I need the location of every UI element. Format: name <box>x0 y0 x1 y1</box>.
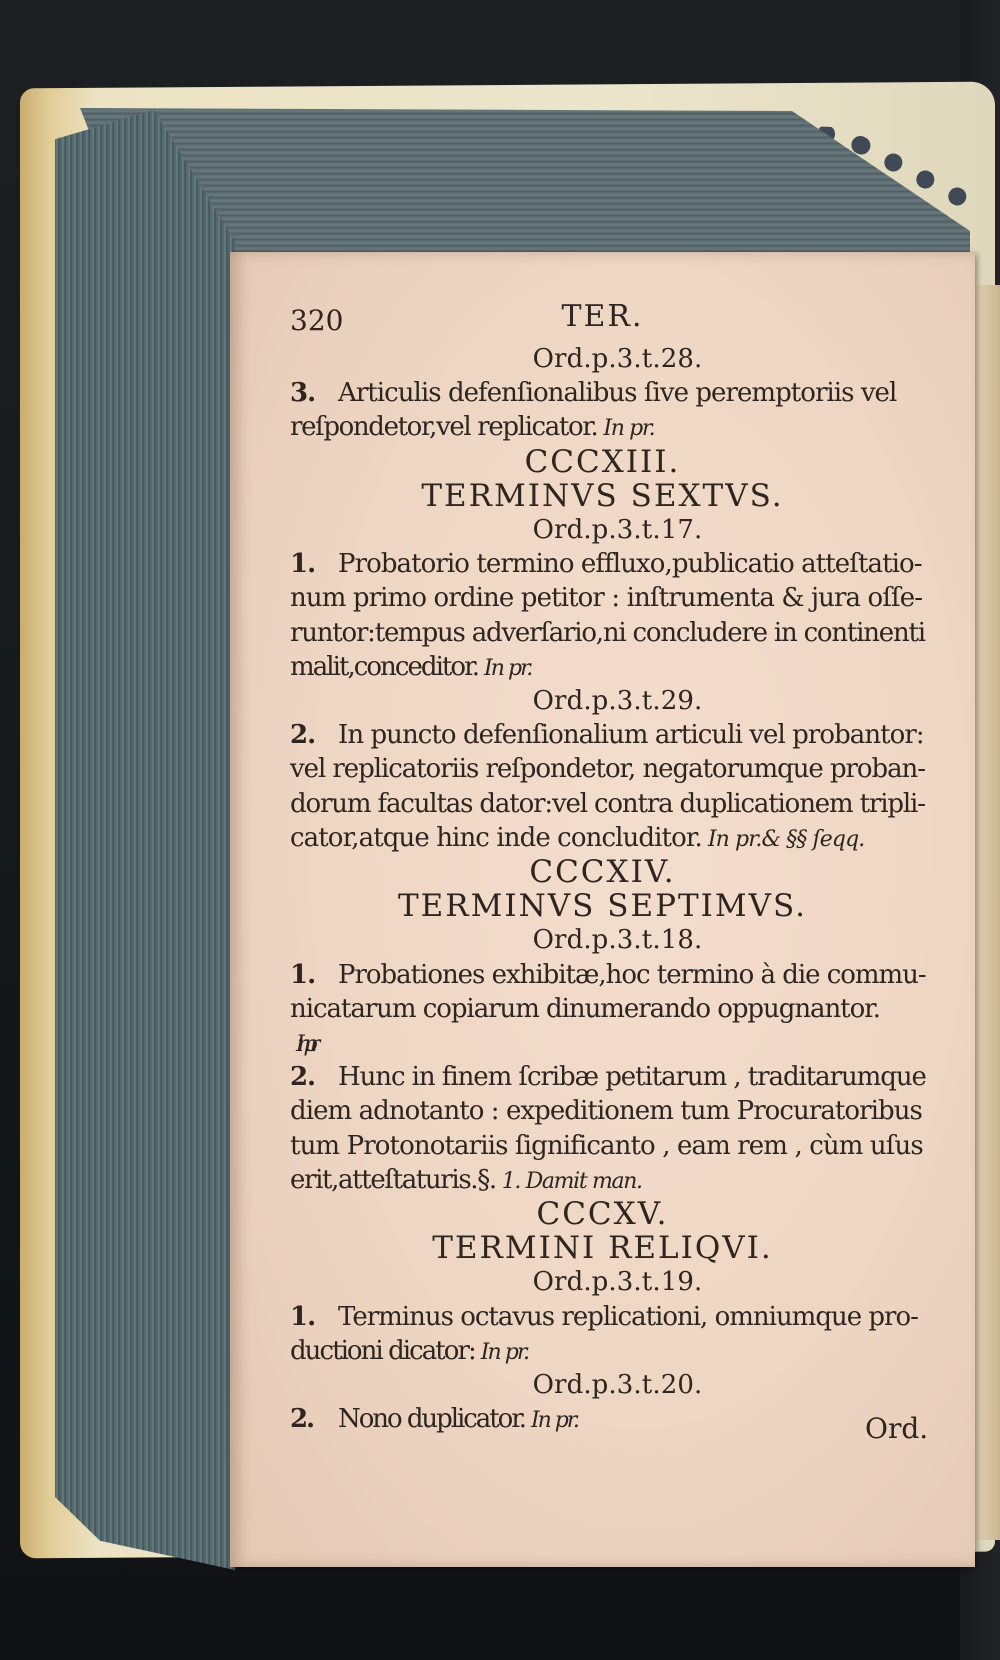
line-text: Terminus octavus replicationi, omniumque pro- <box>338 1301 918 1332</box>
line-text: malit,conceditor. <box>290 651 479 682</box>
line-text: diem adnotanto : expeditionem tum Procuratoribus <box>290 1096 922 1127</box>
section-heading <box>230 854 975 890</box>
citation-line <box>230 515 975 545</box>
line-text: vel replicatoriis reſpondetor, negatorumque proban- <box>290 754 925 785</box>
paragraph-line <box>230 1336 975 1368</box>
line-text: Ord.p.3.t.18. <box>532 925 703 956</box>
paragraph-line <box>230 652 975 684</box>
paragraph-number: 1. <box>290 1301 316 1332</box>
citation-italic: In pr. <box>296 1032 311 1057</box>
paragraph-first-line <box>230 1404 975 1436</box>
citation-italic: In pr. <box>480 1339 529 1365</box>
line-text: ductioni dicator: <box>290 1335 475 1366</box>
paragraph-line <box>230 583 975 613</box>
line-text: Probationes exhibitæ,hoc termino à die commu- <box>338 959 926 990</box>
paragraph-line <box>230 789 975 819</box>
citation-italic: In pr. <box>484 655 532 681</box>
paragraph-line <box>230 618 975 648</box>
section-heading <box>230 443 975 480</box>
paragraph-first-line <box>230 378 975 408</box>
paragraph-line <box>230 412 975 444</box>
citation-line <box>230 925 975 955</box>
line-text: Hunc in finem ſcribæ petitarum , traditarumque <box>338 1062 926 1093</box>
paragraph-line <box>230 1165 975 1197</box>
citation-italic: 1. Damit man. <box>501 1168 642 1194</box>
line-text: Ord.p.3.t.20. <box>532 1370 703 1400</box>
paragraph-line <box>230 754 975 784</box>
paragraph-number: 2. <box>290 720 316 751</box>
paragraph-line <box>230 1028 975 1060</box>
line-text: dorum facultas dator:vel contra duplicationem tripli- <box>290 788 925 819</box>
line-text: Ord.p.3.t.28. <box>532 344 703 374</box>
citation-italic: In pr. <box>531 1408 578 1434</box>
citation-italic: In pr. <box>603 416 655 442</box>
line-text: nicatarum copiarum dinumerando oppugnantor. <box>290 993 880 1024</box>
line-text: CCCXV. <box>536 1196 669 1232</box>
paragraph-first-line <box>230 1062 975 1092</box>
paragraph-first-line <box>230 960 975 990</box>
line-text: Probatorio termino effluxo,publicatio atteſtatio- <box>338 549 922 580</box>
paragraph-line <box>230 1131 975 1161</box>
line-text: In puncto defenſionalium articuli vel probantor: <box>338 720 924 751</box>
line-text: Ord.p.3.t.29. <box>532 686 703 716</box>
paragraph-number: 1. <box>290 549 316 580</box>
line-text: reſpondetor,vel replicator. <box>290 412 598 443</box>
paragraph-line <box>230 823 975 855</box>
section-heading <box>230 1230 975 1267</box>
line-text: Ord.p.3.t.19. <box>532 1267 703 1298</box>
paragraph-line <box>230 994 975 1024</box>
catchword: Ord. <box>865 1412 929 1445</box>
line-text: TERMINI RELIQVI. <box>432 1230 773 1267</box>
line-text: TERMINVS SEPTIMVS. <box>398 888 807 925</box>
section-heading <box>230 1196 975 1232</box>
paragraph-line <box>230 1096 975 1126</box>
section-heading <box>230 888 975 925</box>
line-text: runtor:tempus adverſario,ni concludere in continenti <box>290 617 925 648</box>
line-text: CCCXIV. <box>529 854 676 890</box>
line-text: tum Protonotariis ſignificanto , eam rem , cùm uſus <box>290 1130 923 1161</box>
citation-line <box>230 344 975 374</box>
page-number: 320 <box>290 304 344 337</box>
book-page <box>230 252 975 1567</box>
line-text: num primo ordine petitor : inſtrumenta & jura oſſe- <box>290 583 923 614</box>
citation-line <box>230 1370 975 1400</box>
running-head: TER. <box>561 299 644 334</box>
facing-page-edge <box>975 285 1000 1540</box>
line-text: CCCXIII. <box>524 443 681 480</box>
page-fore-edges <box>55 110 235 1570</box>
paragraph-number: 2. <box>290 1404 314 1435</box>
citation-line <box>230 1267 975 1297</box>
paragraph-first-line <box>230 1302 975 1332</box>
paragraph-first-line <box>230 549 975 579</box>
line-text: erit,atteſtaturis.§. <box>290 1164 496 1195</box>
line-text: TERMINVS SEXTVS. <box>421 477 784 514</box>
paragraph-first-line <box>230 720 975 750</box>
section-heading <box>230 477 975 514</box>
line-text: cator,atque hinc inde concluditor. <box>290 822 702 853</box>
paragraph-number: 1. <box>290 959 316 990</box>
citation-italic: In pr.& §§ ſeqq. <box>707 826 865 852</box>
line-text: Nono duplicator. <box>338 1404 526 1435</box>
line-text: Articulis defenſionalibus ſive peremptoriis vel <box>338 378 897 409</box>
citation-line <box>230 686 975 716</box>
paragraph-number: 2. <box>290 1062 316 1093</box>
line-text: Ord.p.3.t.17. <box>532 515 703 545</box>
paragraph-number: 3. <box>290 378 316 409</box>
